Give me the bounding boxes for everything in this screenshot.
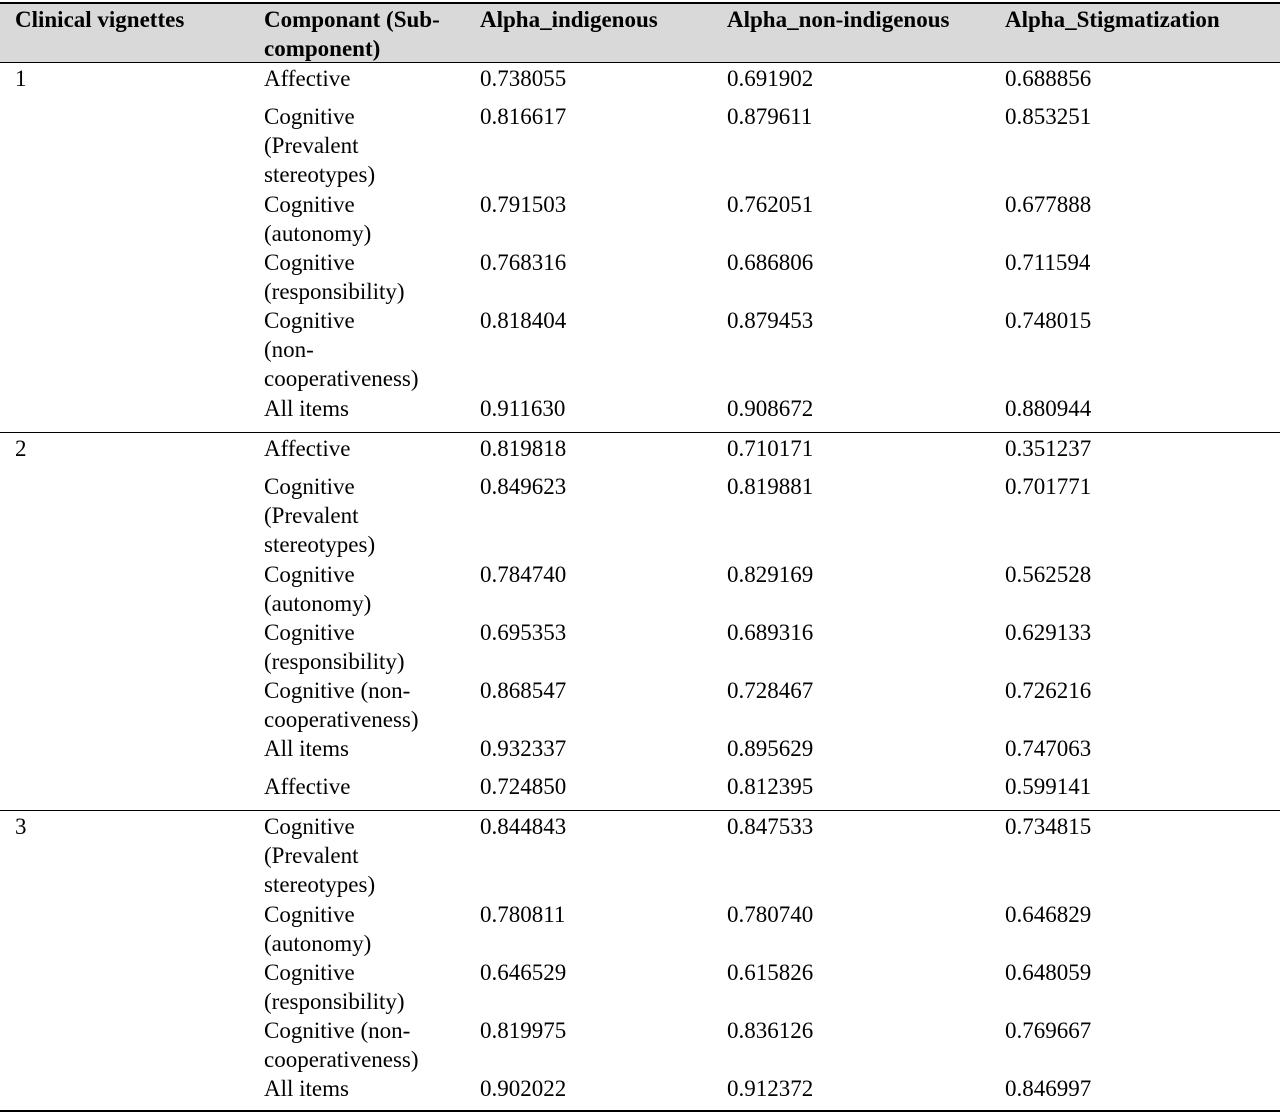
alpha-indigenous-cell: 0.695353 xyxy=(480,620,567,645)
alpha-non-indigenous-cell: 0.710171 xyxy=(727,436,814,461)
alpha-stigmatization-cell: 0.880944 xyxy=(1005,396,1092,421)
alpha-indigenous-cell: 0.768316 xyxy=(480,250,567,275)
alpha-stigmatization-cell: 0.629133 xyxy=(1005,620,1092,645)
alpha-indigenous-cell: 0.784740 xyxy=(480,562,567,587)
alpha-stigmatization-cell: 0.747063 xyxy=(1005,736,1092,761)
component-cell: Cognitive (autonomy) xyxy=(264,562,372,616)
header-alpha-non-indigenous: Alpha_non-indigenous xyxy=(727,7,950,32)
alpha-stigmatization-cell: 0.769667 xyxy=(1005,1018,1092,1043)
alpha-indigenous-cell: 0.819975 xyxy=(480,1018,567,1043)
alpha-stigmatization-cell: 0.734815 xyxy=(1005,814,1092,839)
alpha-non-indigenous-cell: 0.691902 xyxy=(727,66,814,91)
table-top-rule xyxy=(0,2,1280,4)
alpha-indigenous-cell: 0.911630 xyxy=(480,396,566,421)
component-cell: Cognitive (responsibility) xyxy=(264,960,405,1014)
component-cell: Cognitive (autonomy) xyxy=(264,902,372,956)
alpha-non-indigenous-cell: 0.836126 xyxy=(727,1018,814,1043)
alpha-stigmatization-cell: 0.562528 xyxy=(1005,562,1092,587)
component-cell: Cognitive (Prevalent stereotypes) xyxy=(264,104,376,187)
alpha-indigenous-cell: 0.816617 xyxy=(480,104,567,129)
alpha-stigmatization-cell: 0.853251 xyxy=(1005,104,1092,129)
alpha-indigenous-cell: 0.868547 xyxy=(480,678,567,703)
header-component: Componant (Sub-component) xyxy=(264,7,440,61)
group-2-bottom-rule xyxy=(0,810,1280,811)
table-bottom-rule xyxy=(0,1110,1280,1112)
alpha-non-indigenous-cell: 0.728467 xyxy=(727,678,814,703)
component-cell: Cognitive (Prevalent stereotypes) xyxy=(264,814,376,897)
alpha-non-indigenous-cell: 0.908672 xyxy=(727,396,814,421)
header-alpha-stigmatization: Alpha_Stigmatization xyxy=(1005,7,1220,32)
alpha-non-indigenous-cell: 0.847533 xyxy=(727,814,814,839)
alpha-indigenous-cell: 0.932337 xyxy=(480,736,567,761)
alpha-stigmatization-cell: 0.688856 xyxy=(1005,66,1092,91)
component-cell: All items xyxy=(264,396,349,421)
alpha-indigenous-cell: 0.844843 xyxy=(480,814,567,839)
alpha-indigenous-cell: 0.902022 xyxy=(480,1076,567,1101)
alpha-non-indigenous-cell: 0.829169 xyxy=(727,562,814,587)
component-cell: All items xyxy=(264,736,349,761)
component-cell: Affective xyxy=(264,774,351,799)
alpha-stigmatization-cell: 0.701771 xyxy=(1005,474,1092,499)
alpha-stigmatization-cell: 0.677888 xyxy=(1005,192,1092,217)
alpha-indigenous-cell: 0.780811 xyxy=(480,902,566,927)
alpha-stigmatization-cell: 0.351237 xyxy=(1005,436,1092,461)
alpha-non-indigenous-cell: 0.895629 xyxy=(727,736,814,761)
component-cell: Cognitive (non- cooperativeness) xyxy=(264,1018,419,1072)
header-alpha-indigenous: Alpha_indigenous xyxy=(480,7,658,32)
alpha-non-indigenous-cell: 0.912372 xyxy=(727,1076,814,1101)
alpha-indigenous-cell: 0.819818 xyxy=(480,436,567,461)
group-1-bottom-rule xyxy=(0,432,1280,433)
component-cell: Cognitive (Prevalent stereotypes) xyxy=(264,474,376,557)
alpha-indigenous-cell: 0.849623 xyxy=(480,474,567,499)
component-cell: All items xyxy=(264,1076,349,1101)
vignette-number: 2 xyxy=(15,436,27,461)
header-bottom-rule xyxy=(0,62,1280,63)
component-cell: Cognitive (autonomy) xyxy=(264,192,372,246)
alpha-non-indigenous-cell: 0.879611 xyxy=(727,104,813,129)
component-cell: Affective xyxy=(264,66,351,91)
alpha-non-indigenous-cell: 0.615826 xyxy=(727,960,814,985)
alpha-non-indigenous-cell: 0.819881 xyxy=(727,474,814,499)
alpha-indigenous-cell: 0.791503 xyxy=(480,192,567,217)
alpha-indigenous-cell: 0.724850 xyxy=(480,774,567,799)
header-clinical-vignettes: Clinical vignettes xyxy=(15,7,185,32)
component-cell: Cognitive (non- cooperativeness) xyxy=(264,678,419,732)
alpha-non-indigenous-cell: 0.689316 xyxy=(727,620,814,645)
alpha-stigmatization-cell: 0.726216 xyxy=(1005,678,1092,703)
alpha-non-indigenous-cell: 0.686806 xyxy=(727,250,814,275)
alpha-stigmatization-cell: 0.748015 xyxy=(1005,308,1092,333)
alpha-non-indigenous-cell: 0.780740 xyxy=(727,902,814,927)
alpha-stigmatization-cell: 0.646829 xyxy=(1005,902,1092,927)
component-cell: Cognitive (responsibility) xyxy=(264,620,405,674)
alpha-non-indigenous-cell: 0.812395 xyxy=(727,774,814,799)
alpha-non-indigenous-cell: 0.762051 xyxy=(727,192,814,217)
alpha-non-indigenous-cell: 0.879453 xyxy=(727,308,814,333)
vignette-number: 3 xyxy=(15,814,27,839)
component-cell: Affective xyxy=(264,436,351,461)
alpha-stigmatization-cell: 0.846997 xyxy=(1005,1076,1092,1101)
alpha-indigenous-cell: 0.646529 xyxy=(480,960,567,985)
component-cell: Cognitive (responsibility) xyxy=(264,250,405,304)
alpha-stigmatization-cell: 0.711594 xyxy=(1005,250,1091,275)
alpha-indigenous-cell: 0.818404 xyxy=(480,308,567,333)
component-cell: Cognitive (non- cooperativeness) xyxy=(264,308,419,391)
vignette-number: 1 xyxy=(15,66,27,91)
alpha-indigenous-cell: 0.738055 xyxy=(480,66,567,91)
alpha-stigmatization-cell: 0.599141 xyxy=(1005,774,1092,799)
alpha-stigmatization-cell: 0.648059 xyxy=(1005,960,1092,985)
